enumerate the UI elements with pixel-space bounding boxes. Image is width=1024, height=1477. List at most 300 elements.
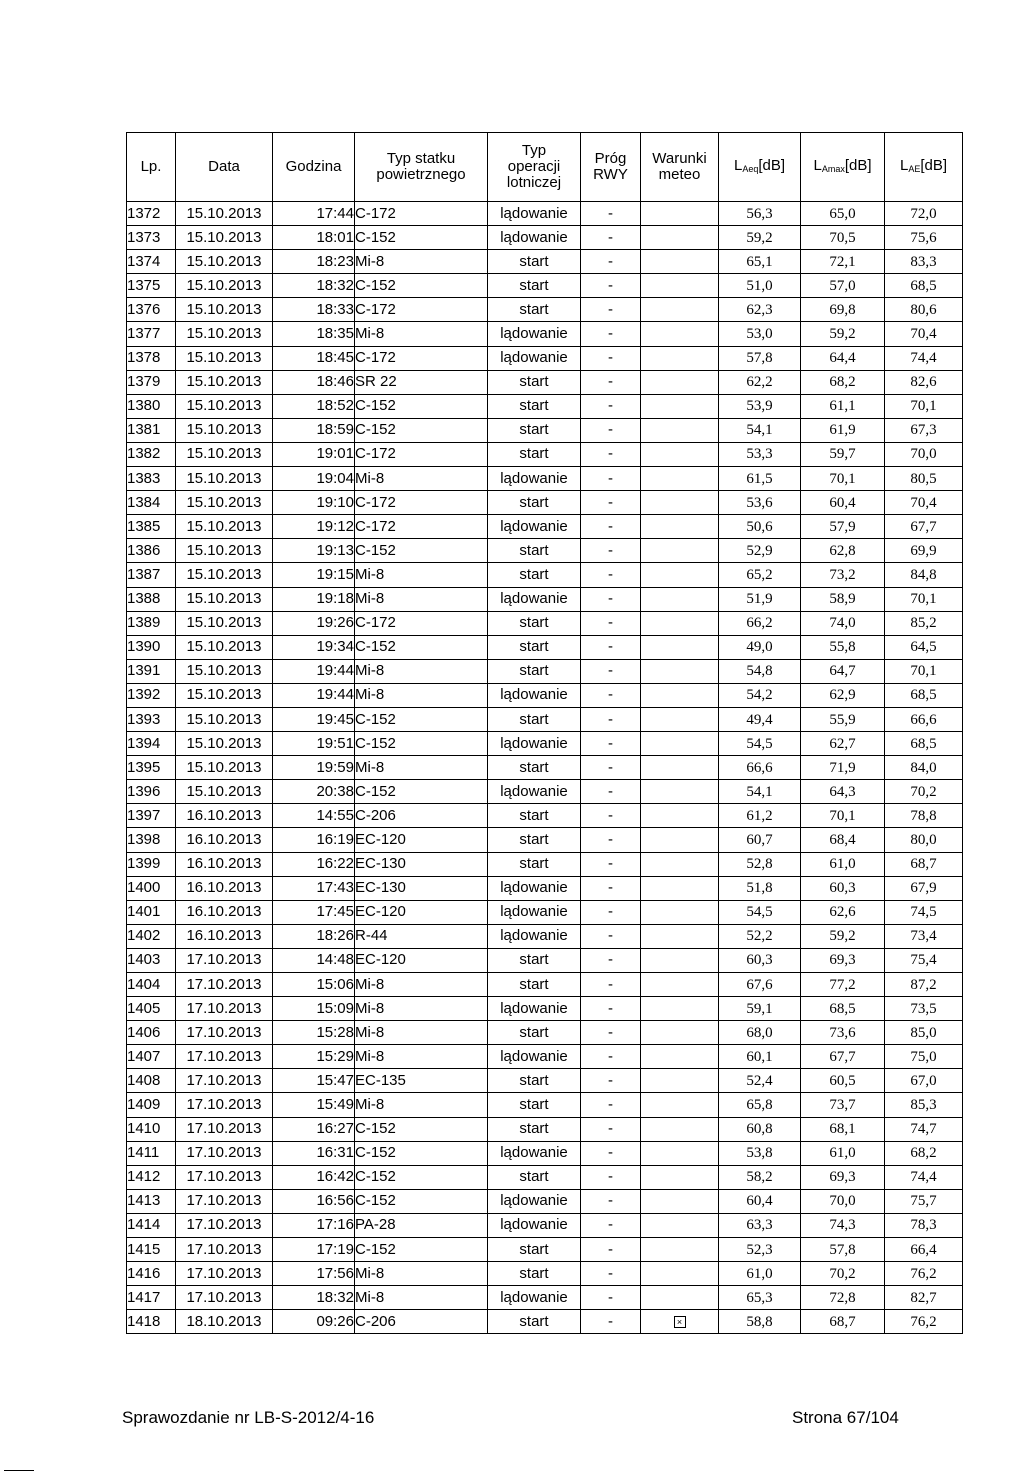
cell-threshold: - [581,732,641,756]
cell-lamax: 73,2 [801,563,885,587]
cell-laeq: 52,9 [719,539,801,563]
cell-lamax: 59,7 [801,442,885,466]
cell-lae: 66,6 [885,707,963,731]
cell-laeq: 53,0 [719,322,801,346]
cell-time: 18:33 [273,298,355,322]
cell-date: 15.10.2013 [176,442,273,466]
cell-lp: 1373 [127,226,176,250]
cell-lae: 74,4 [885,346,963,370]
cell-time: 19:10 [273,491,355,515]
cell-date: 15.10.2013 [176,467,273,491]
cell-weather [641,780,719,804]
cell-lamax: 64,7 [801,659,885,683]
cell-lae: 78,3 [885,1213,963,1237]
cell-aircraft: C-152 [355,707,488,731]
cell-aircraft: Mi-8 [355,1286,488,1310]
cell-lamax: 72,1 [801,250,885,274]
cell-lamax: 64,4 [801,346,885,370]
cell-operation: start [488,370,581,394]
cell-date: 17.10.2013 [176,1238,273,1262]
cell-lamax: 67,7 [801,1045,885,1069]
cell-weather [641,274,719,298]
cell-lae: 74,5 [885,900,963,924]
cell-weather [641,226,719,250]
cell-operation: lądowanie [488,876,581,900]
cell-laeq: 53,3 [719,442,801,466]
cell-lamax: 69,3 [801,1165,885,1189]
table-row [127,1238,963,1262]
cell-operation: lądowanie [488,515,581,539]
cell-laeq: 61,2 [719,804,801,828]
cell-lae: 64,5 [885,635,963,659]
cell-lp: 1411 [127,1141,176,1165]
cell-lae: 83,3 [885,250,963,274]
cell-lp: 1383 [127,467,176,491]
cell-weather [641,828,719,852]
cell-operation: start [488,250,581,274]
cell-operation: lądowanie [488,322,581,346]
cell-lp: 1410 [127,1117,176,1141]
table-row [127,1093,963,1117]
cell-aircraft: Mi-8 [355,563,488,587]
table-row [127,1286,963,1310]
cell-aircraft: EC-120 [355,948,488,972]
cell-laeq: 52,4 [719,1069,801,1093]
cell-threshold: - [581,370,641,394]
cell-lp: 1415 [127,1238,176,1262]
cell-lamax: 61,0 [801,852,885,876]
table-row [127,394,963,418]
cell-lamax: 59,2 [801,322,885,346]
cell-lamax: 62,8 [801,539,885,563]
cell-laeq: 61,5 [719,467,801,491]
cell-aircraft: C-172 [355,442,488,466]
cell-aircraft: C-152 [355,635,488,659]
cell-laeq: 59,1 [719,997,801,1021]
cell-lae: 68,2 [885,1141,963,1165]
cell-threshold: - [581,852,641,876]
cell-operation: start [488,1069,581,1093]
cell-aircraft: Mi-8 [355,1045,488,1069]
cell-time: 19:51 [273,732,355,756]
cell-date: 15.10.2013 [176,611,273,635]
cell-lp: 1391 [127,659,176,683]
cell-time: 17:43 [273,876,355,900]
cell-aircraft: Mi-8 [355,659,488,683]
header-lae: $L_{AE}[dB]$ [885,133,963,202]
cell-aircraft: C-172 [355,298,488,322]
cell-time: 18:52 [273,394,355,418]
cell-time: 19:13 [273,539,355,563]
cell-threshold: - [581,539,641,563]
cell-lp: 1381 [127,418,176,442]
cell-date: 18.10.2013 [176,1310,273,1334]
cell-lamax: 57,9 [801,515,885,539]
cell-date: 17.10.2013 [176,948,273,972]
cell-aircraft: Mi-8 [355,756,488,780]
cell-threshold: - [581,587,641,611]
cell-operation: start [488,1310,581,1334]
table-row [127,852,963,876]
cell-operation: start [488,1165,581,1189]
cell-operation: start [488,611,581,635]
cell-laeq: 60,4 [719,1189,801,1213]
cell-lae: 82,7 [885,1286,963,1310]
cell-threshold: - [581,1021,641,1045]
table-row [127,997,963,1021]
cell-weather [641,1213,719,1237]
cell-time: 19:59 [273,756,355,780]
cell-operation: start [488,539,581,563]
cell-threshold: - [581,828,641,852]
cell-time: 19:01 [273,442,355,466]
cell-lae: 73,4 [885,924,963,948]
cell-laeq: 54,1 [719,418,801,442]
cell-date: 15.10.2013 [176,563,273,587]
cell-aircraft: C-152 [355,1165,488,1189]
table-row [127,322,963,346]
cell-lamax: 61,1 [801,394,885,418]
cell-lae: 73,5 [885,997,963,1021]
cell-lp: 1376 [127,298,176,322]
cell-lae: 70,1 [885,587,963,611]
cell-lp: 1390 [127,635,176,659]
cell-lamax: 68,5 [801,997,885,1021]
cell-time: 19:44 [273,659,355,683]
cell-laeq: 52,2 [719,924,801,948]
cell-operation: lądowanie [488,683,581,707]
cell-date: 15.10.2013 [176,394,273,418]
cell-operation: start [488,707,581,731]
cell-date: 17.10.2013 [176,1165,273,1189]
cell-aircraft: C-152 [355,1117,488,1141]
cell-threshold: - [581,250,641,274]
cell-weather [641,1021,719,1045]
cell-operation: start [488,828,581,852]
table-row [127,563,963,587]
cell-weather [641,659,719,683]
cell-laeq: 65,1 [719,250,801,274]
cell-weather [641,683,719,707]
cell-weather [641,394,719,418]
cell-operation: lądowanie [488,997,581,1021]
cell-time: 16:19 [273,828,355,852]
cell-weather [641,250,719,274]
cell-laeq: 59,2 [719,226,801,250]
cell-lae: 70,1 [885,659,963,683]
cell-time: 18:45 [273,346,355,370]
cell-time: 15:28 [273,1021,355,1045]
cell-lp: 1396 [127,780,176,804]
cell-lamax: 71,9 [801,756,885,780]
cell-lamax: 73,7 [801,1093,885,1117]
cell-lae: 70,0 [885,442,963,466]
cell-lae: 67,7 [885,515,963,539]
header-aircraft: Typ statku powietrznego [355,133,488,202]
cell-weather [641,1310,719,1334]
cell-operation: start [488,298,581,322]
header-laeq: $L_{Aeq}[dB]$ [719,133,801,202]
table-row [127,418,963,442]
cell-weather [641,876,719,900]
cell-lp: 1418 [127,1310,176,1334]
table-row [127,1213,963,1237]
cell-laeq: 53,6 [719,491,801,515]
table-row [127,756,963,780]
cell-weather [641,370,719,394]
cell-lp: 1388 [127,587,176,611]
cell-weather [641,442,719,466]
cell-threshold: - [581,322,641,346]
cell-lp: 1389 [127,611,176,635]
cell-date: 17.10.2013 [176,997,273,1021]
cell-aircraft: Mi-8 [355,683,488,707]
table-row [127,1117,963,1141]
cell-operation: lądowanie [488,346,581,370]
table-row [127,1310,963,1334]
cell-laeq: 65,3 [719,1286,801,1310]
cell-lp: 1375 [127,274,176,298]
cell-laeq: 60,7 [719,828,801,852]
table-row [127,1189,963,1213]
cell-lp: 1417 [127,1286,176,1310]
cell-lp: 1377 [127,322,176,346]
cell-laeq: 60,3 [719,948,801,972]
cell-time: 17:44 [273,202,355,226]
cell-operation: lądowanie [488,1286,581,1310]
cell-lp: 1408 [127,1069,176,1093]
cell-time: 16:27 [273,1117,355,1141]
cell-lamax: 70,0 [801,1189,885,1213]
cell-operation: lądowanie [488,202,581,226]
cell-time: 15:29 [273,1045,355,1069]
table-row [127,1262,963,1286]
cell-lamax: 57,0 [801,274,885,298]
cell-lp: 1394 [127,732,176,756]
cell-operation: start [488,1093,581,1117]
cell-date: 15.10.2013 [176,635,273,659]
cell-laeq: 68,0 [719,1021,801,1045]
cell-operation: start [488,491,581,515]
cell-time: 16:31 [273,1141,355,1165]
table-row [127,467,963,491]
cell-lae: 85,3 [885,1093,963,1117]
cell-lp: 1387 [127,563,176,587]
noise-measurement-table [126,132,963,1334]
cell-threshold: - [581,394,641,418]
cell-lamax: 68,2 [801,370,885,394]
table-row [127,900,963,924]
table-row [127,611,963,635]
cell-lae: 75,0 [885,1045,963,1069]
cell-date: 15.10.2013 [176,732,273,756]
cell-date: 17.10.2013 [176,1093,273,1117]
table-row [127,370,963,394]
cell-aircraft: Mi-8 [355,1262,488,1286]
cell-threshold: - [581,1117,641,1141]
cell-laeq: 52,8 [719,852,801,876]
cell-date: 17.10.2013 [176,1189,273,1213]
cell-laeq: 65,8 [719,1093,801,1117]
cell-operation: lądowanie [488,1141,581,1165]
cell-threshold: - [581,274,641,298]
table-row [127,828,963,852]
cell-lp: 1385 [127,515,176,539]
cell-weather [641,948,719,972]
header-weather: Warunki meteo [641,133,719,202]
cell-weather [641,732,719,756]
cell-date: 17.10.2013 [176,1262,273,1286]
cell-lamax: 62,6 [801,900,885,924]
cell-laeq: 54,5 [719,900,801,924]
cell-lae: 68,7 [885,852,963,876]
cell-threshold: - [581,900,641,924]
cell-date: 17.10.2013 [176,1045,273,1069]
table-row [127,1069,963,1093]
cell-date: 15.10.2013 [176,274,273,298]
cell-lp: 1386 [127,539,176,563]
cell-lamax: 72,8 [801,1286,885,1310]
cell-lamax: 64,3 [801,780,885,804]
table-header [127,133,963,202]
table-row [127,202,963,226]
cell-threshold: - [581,346,641,370]
cell-lp: 1402 [127,924,176,948]
cell-date: 15.10.2013 [176,515,273,539]
cell-threshold: - [581,1045,641,1069]
cell-aircraft: C-152 [355,274,488,298]
cell-aircraft: C-152 [355,1189,488,1213]
cell-lp: 1392 [127,683,176,707]
cell-laeq: 62,2 [719,370,801,394]
cell-operation: lądowanie [488,587,581,611]
cell-time: 15:49 [273,1093,355,1117]
cell-lamax: 65,0 [801,202,885,226]
cell-aircraft: C-172 [355,346,488,370]
cell-operation: start [488,418,581,442]
cell-lp: 1409 [127,1093,176,1117]
cell-lamax: 69,3 [801,948,885,972]
cell-aircraft: C-172 [355,611,488,635]
cell-lae: 76,2 [885,1262,963,1286]
cell-operation: lądowanie [488,900,581,924]
cell-weather [641,467,719,491]
cell-time: 15:06 [273,973,355,997]
cell-weather [641,322,719,346]
cell-lae: 80,0 [885,828,963,852]
cell-lae: 68,5 [885,274,963,298]
table-row [127,1165,963,1189]
cell-lae: 67,0 [885,1069,963,1093]
cell-weather [641,1165,719,1189]
cell-lp: 1372 [127,202,176,226]
cell-threshold: - [581,707,641,731]
cell-weather [641,804,719,828]
cell-lae: 70,2 [885,780,963,804]
cell-aircraft: C-152 [355,394,488,418]
cell-time: 19:44 [273,683,355,707]
cell-lae: 70,4 [885,491,963,515]
cell-time: 18:59 [273,418,355,442]
cell-laeq: 67,6 [719,973,801,997]
table-row [127,1045,963,1069]
cell-weather [641,852,719,876]
cell-threshold: - [581,804,641,828]
cell-weather [641,973,719,997]
cell-weather [641,346,719,370]
cell-lp: 1380 [127,394,176,418]
cell-date: 15.10.2013 [176,659,273,683]
cell-lae: 72,0 [885,202,963,226]
cell-operation: start [488,442,581,466]
cell-aircraft: EC-120 [355,828,488,852]
cell-operation: start [488,756,581,780]
cell-operation: start [488,274,581,298]
cell-date: 15.10.2013 [176,226,273,250]
table-row [127,250,963,274]
table-row [127,948,963,972]
cell-weather [641,635,719,659]
cell-time: 19:34 [273,635,355,659]
cell-time: 19:45 [273,707,355,731]
cell-lamax: 60,3 [801,876,885,900]
cell-operation: start [488,659,581,683]
cell-date: 15.10.2013 [176,491,273,515]
cell-aircraft: C-172 [355,491,488,515]
cell-aircraft: C-152 [355,539,488,563]
cell-operation: start [488,1238,581,1262]
margin-line [4,1470,34,1471]
cell-operation: lądowanie [488,1213,581,1237]
cell-lamax: 61,9 [801,418,885,442]
cell-date: 17.10.2013 [176,1141,273,1165]
cell-time: 16:56 [273,1189,355,1213]
table-row [127,732,963,756]
cell-weather [641,587,719,611]
cell-weather [641,1189,719,1213]
cell-time: 18:32 [273,274,355,298]
cell-threshold: - [581,1310,641,1334]
cell-operation: lądowanie [488,226,581,250]
cell-operation: lądowanie [488,780,581,804]
cell-laeq: 66,6 [719,756,801,780]
cell-laeq: 57,8 [719,346,801,370]
cell-laeq: 52,3 [719,1238,801,1262]
cell-lae: 68,5 [885,732,963,756]
cell-operation: start [488,1117,581,1141]
cell-weather [641,707,719,731]
cell-lp: 1399 [127,852,176,876]
cell-operation: start [488,804,581,828]
table-row [127,683,963,707]
cell-lp: 1397 [127,804,176,828]
table-row [127,973,963,997]
table-row [127,491,963,515]
cell-time: 18:35 [273,322,355,346]
cell-lamax: 74,3 [801,1213,885,1237]
cell-lae: 76,2 [885,1310,963,1334]
cell-lp: 1406 [127,1021,176,1045]
cell-lamax: 70,2 [801,1262,885,1286]
cell-operation: start [488,1262,581,1286]
cell-aircraft: PA-28 [355,1213,488,1237]
table-row [127,1141,963,1165]
cell-lamax: 60,4 [801,491,885,515]
table-row [127,804,963,828]
cell-laeq: 56,3 [719,202,801,226]
cell-threshold: - [581,467,641,491]
cell-threshold: - [581,948,641,972]
